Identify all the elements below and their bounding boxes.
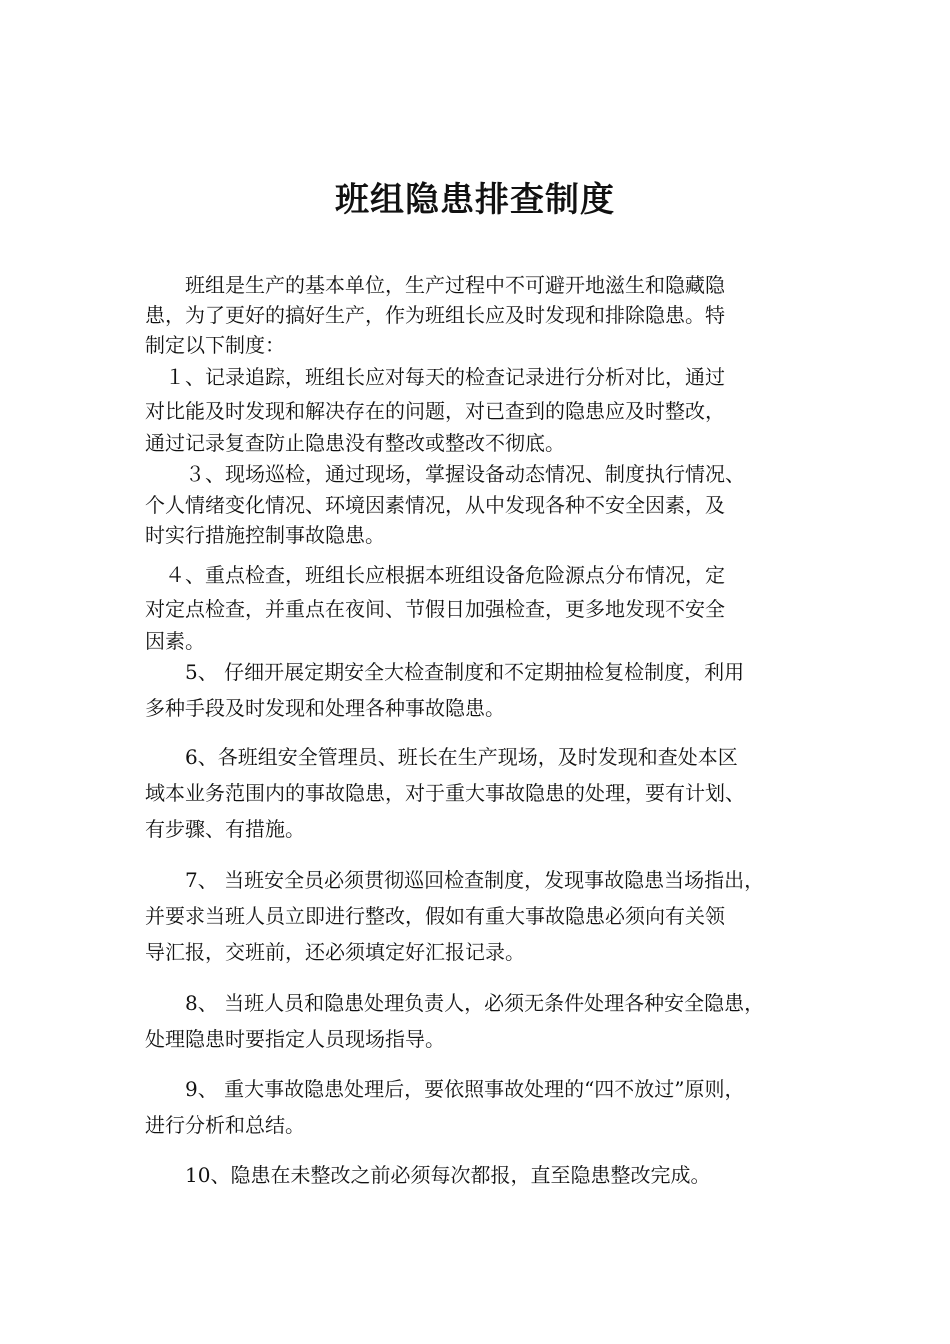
text-line: 因素。: [145, 629, 205, 653]
text-line: 对比能及时发现和解决存在的问题，对已查到的隐患应及时整改，: [145, 399, 725, 423]
rule-item-1: [145, 360, 815, 458]
rule-item-10: [145, 1157, 815, 1193]
text-line: 并要求当班人员立即进行整改，假如有重大事故隐患必须向有关领: [145, 904, 725, 928]
rule-item-7: [145, 862, 815, 970]
text-line: 有步骤、有措施。: [145, 817, 305, 841]
intro-paragraph: [145, 270, 815, 360]
text-line: 6、各班组安全管理员、班长在生产现场，及时发现和查处本区: [145, 745, 738, 769]
text-line: 8、 当班人员和隐患处理负责人，必须无条件处理各种安全隐患，: [145, 991, 765, 1015]
text-line: ４、重点检查，班组长应根据本班组设备危险源点分布情况，定: [145, 563, 725, 587]
rule-item-5: [145, 654, 815, 726]
text-line: １、记录追踪，班组长应对每天的检查记录进行分析对比，通过: [145, 365, 725, 389]
text-line: 多种手段及时发现和处理各种事故隐患。: [145, 696, 505, 720]
rule-item-8: [145, 985, 815, 1057]
text-line: 5、 仔细开展定期安全大检查制度和不定期抽检复检制度，利用: [145, 660, 745, 684]
text-line: 患，为了更好的搞好生产，作为班组长应及时发现和排除隐患。特: [145, 303, 725, 327]
text-line: 处理隐患时要指定人员现场指导。: [145, 1027, 445, 1051]
text-line: 对定点检查，并重点在夜间、节假日加强检查，更多地发现不安全: [145, 597, 725, 621]
text-line: 7、 当班安全员必须贯彻巡回检查制度，发现事故隐患当场指出，: [145, 868, 765, 892]
rule-item-9: [145, 1071, 815, 1143]
text-line: 进行分析和总结。: [145, 1113, 305, 1137]
text-line: 9、 重大事故隐患处理后，要依照事故处理的“四不放过”原则，: [145, 1077, 745, 1101]
document-title: 班组隐患排查制度: [335, 180, 615, 220]
rule-item-4: [145, 558, 815, 656]
rule-item-6: [145, 739, 815, 847]
text-line: 个人情绪变化情况、环境因素情况，从中发现各种不安全因素，及: [145, 493, 725, 517]
text-line: 通过记录复查防止隐患没有整改或整改不彻底。: [145, 431, 565, 455]
text-line: 导汇报，交班前，还必须填定好汇报记录。: [145, 940, 525, 964]
text-line: 班组是生产的基本单位，生产过程中不可避开地滋生和隐藏隐: [145, 273, 725, 297]
text-line: 10、隐患在未整改之前必须每次都报，直至隐患整改完成。: [145, 1163, 711, 1187]
text-line: 域本业务范围内的事故隐患，对于重大事故隐患的处理，要有计划、: [145, 781, 745, 805]
text-line: 制定以下制度：: [145, 333, 285, 357]
text-line: ３、现场巡检，通过现场，掌握设备动态情况、制度执行情况、: [145, 462, 745, 486]
rule-item-3: [145, 458, 815, 550]
text-line: 时实行措施控制事故隐患。: [145, 523, 385, 547]
